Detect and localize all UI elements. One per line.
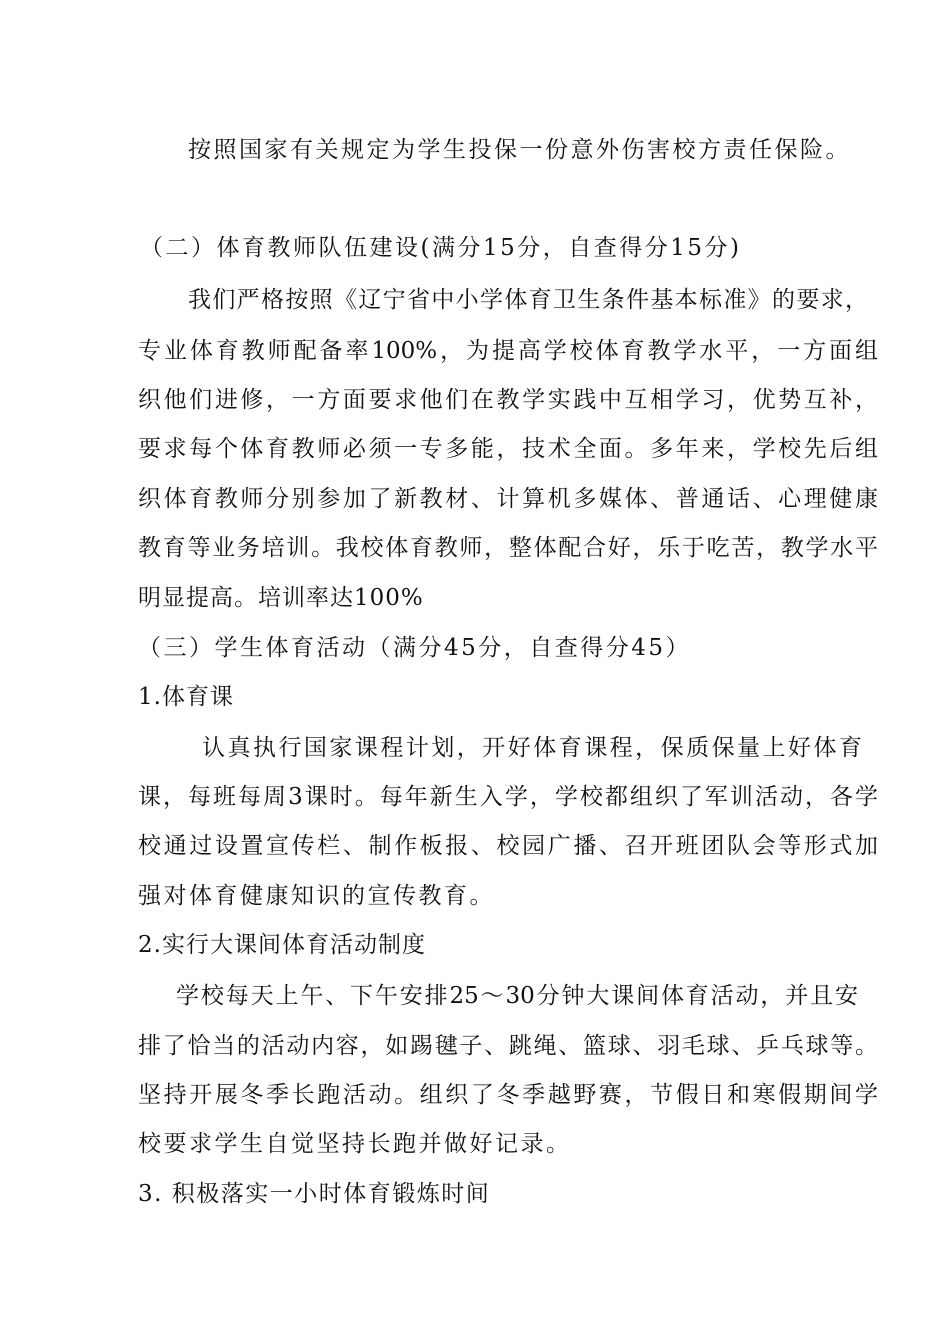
subheading-pe-class: 1.体育课 [138,684,234,710]
teacher-paragraph-line-4: 要求每个体育教师必须一专多能，技术全面。多年来，学校先后组 [138,436,878,462]
subheading-big-break-activities: 2.实行大课间体育活动制度 [138,932,426,958]
pe-class-paragraph-line-2: 课，每班每周3课时。每年新生入学，学校都组织了军训活动，各学 [138,784,878,810]
break-paragraph-line-4: 校要求学生自觉坚持长跑并做好记录。 [138,1131,572,1157]
teacher-paragraph-line-7: 明显提高。培训率达100% [138,585,424,611]
teacher-paragraph-line-3: 织他们进修，一方面要求他们在教学实践中互相学习，优势互补， [138,387,878,413]
teacher-paragraph-line-1: 我们严格按照《辽宁省中小学体育卫生条件基本标准》的要求， [188,287,868,313]
subheading-one-hour-exercise: 3. 积极落实一小时体育锻炼时间 [138,1181,491,1207]
break-paragraph-line-1: 学校每天上午、下午安排25～30分钟大课间体育活动，并且安 [176,983,858,1009]
teacher-paragraph-line-6: 教育等业务培训。我校体育教师，整体配合好，乐于吃苦，教学水平 [138,535,878,561]
break-paragraph-line-3: 坚持开展冬季长跑活动。组织了冬季越野赛，节假日和寒假期间学 [138,1082,878,1108]
teacher-paragraph-line-5: 织体育教师分别参加了新教材、计算机多媒体、普通话、心理健康 [138,486,878,512]
insurance-paragraph-line: 按照国家有关规定为学生投保一份意外伤害校方责任保险。 [188,137,851,163]
section-heading-teacher-team: （二）体育教师队伍建设(满分15分，自查得分15分) [140,235,742,261]
pe-class-paragraph-line-3: 校通过设置宣传栏、制作板报、校园广播、召开班团队会等形式加 [138,833,878,859]
pe-class-paragraph-line-4: 强对体育健康知识的宣传教育。 [138,883,495,909]
teacher-paragraph-line-2: 专业体育教师配备率100%，为提高学校体育教学水平，一方面组 [138,338,878,364]
pe-class-paragraph-line-1: 认真执行国家课程计划，开好体育课程，保质保量上好体育 [202,735,862,761]
section-heading-student-activities: （三）学生体育活动（满分45分，自查得分45） [138,635,692,661]
break-paragraph-line-2: 排了恰当的活动内容，如踢毽子、跳绳、篮球、羽毛球、乒乓球等。 [138,1033,878,1059]
